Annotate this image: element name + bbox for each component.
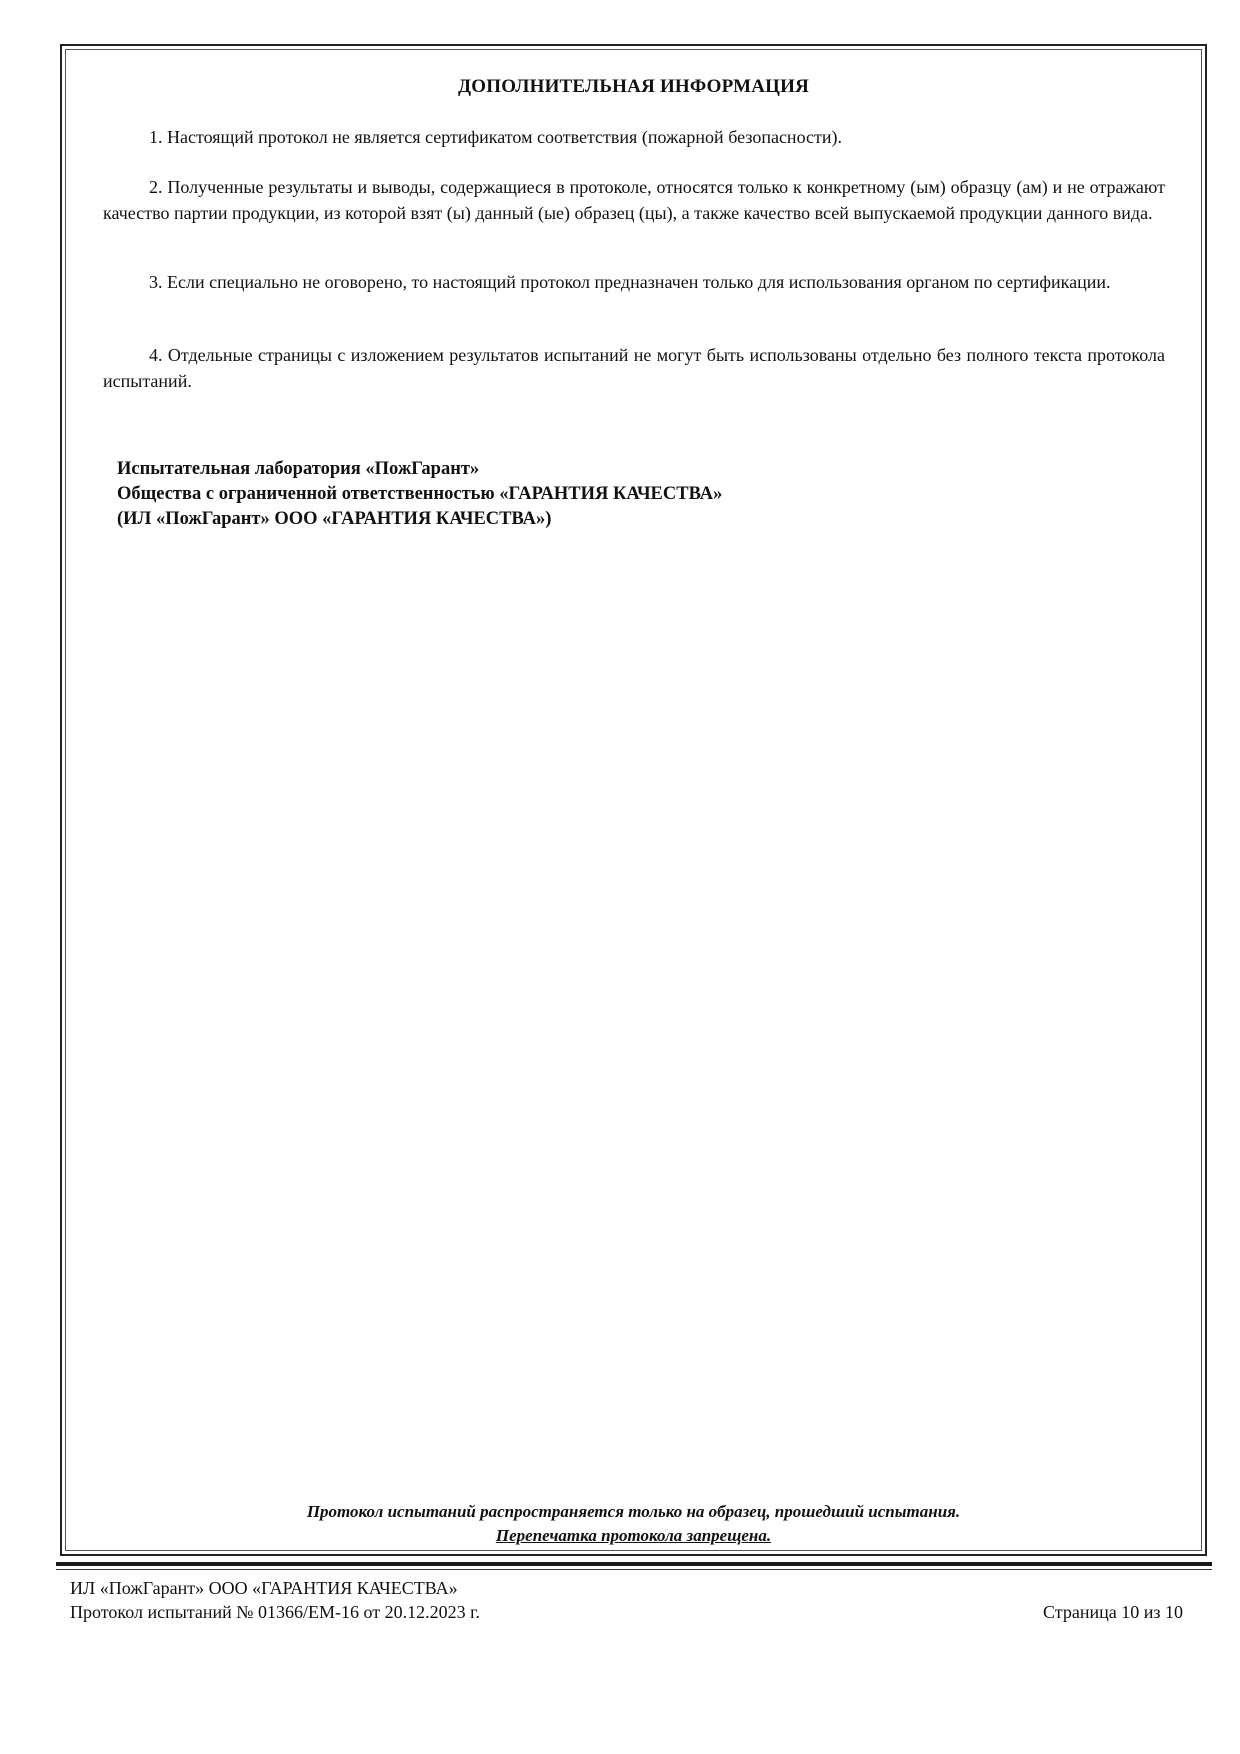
lab-name-line-3: (ИЛ «ПожГарант» ООО «ГАРАНТИЯ КАЧЕСТВА») [117,509,552,529]
info-item-1: 1. Настоящий протокол не является сертификатом соответствия (пожарной безопасности). [149,127,842,147]
footer-page-number: Страница 10 из 10 [1043,1602,1183,1622]
footer-divider-thin [56,1569,1212,1570]
footer-divider-thick [56,1562,1212,1566]
lab-name-block [117,457,722,532]
footer-org: ИЛ «ПожГарант» ООО «ГАРАНТИЯ КАЧЕСТВА» [70,1578,458,1598]
notice-line-1: Протокол испытаний распространяется только на образец, прошедший испытания. [306,1502,961,1521]
info-item-3: 3. Если специально не оговорено, то настоящий протокол предназначен только для использования органом по сертификации. [149,272,1111,292]
lab-name-line-1: Испытательная лаборатория «ПожГарант» [117,459,480,479]
notice-line-2: Перепечатка протокола запрещена. [495,1526,772,1545]
info-item-4: 4. Отдельные страницы с изложением результатов испытаний не могут быть использованы отдельно без полного текста протокола испытаний. [103,345,1165,391]
distribution-notice [62,1500,1205,1548]
section-heading: ДОПОЛНИТЕЛЬНАЯ ИНФОРМАЦИЯ [457,76,810,97]
page-frame [60,44,1207,1556]
lab-name-line-2: Общества с ограниченной ответственностью «ГАРАНТИЯ КАЧЕСТВА» [117,484,723,504]
footer-left-block [70,1576,480,1624]
info-item-2: 2. Полученные результаты и выводы, содержащиеся в протоколе, относятся только к конкретному (ым) образцу (ам) и не отражают качество партии продукции, из которой взят (ы) данный (ые) образец (цы), а также качество всей выпускаемой продукции данного вида. [103,177,1165,223]
footer-protocol-number: Протокол испытаний № 01366/ЕМ-16 от 20.12.2023 г. [70,1602,480,1622]
